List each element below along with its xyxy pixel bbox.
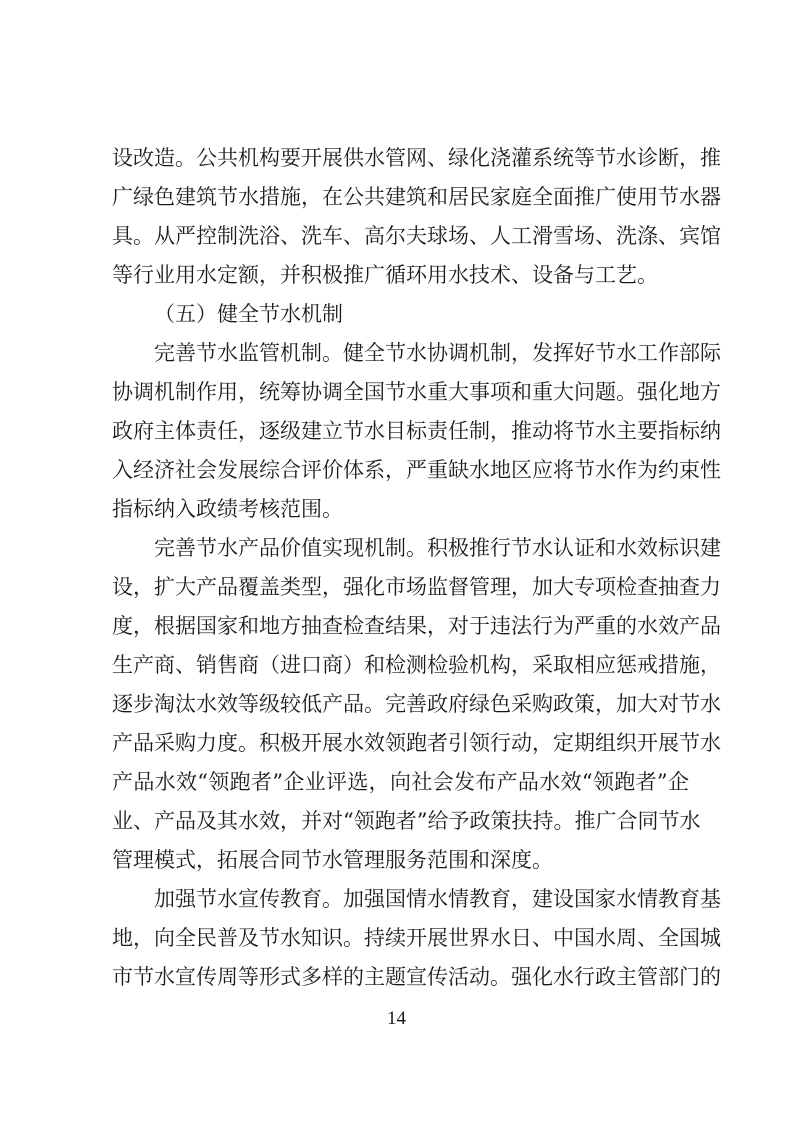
line-text: 广绿色建筑节水措施，在公共建筑和居民家庭全面推广使用节水器 xyxy=(112,185,721,209)
section-heading xyxy=(112,295,689,334)
text-line xyxy=(112,607,721,646)
paragraph-lead-in: 完善节水监管机制。 xyxy=(154,341,343,365)
text-line xyxy=(112,841,689,880)
line-text: 产品水效“领跑者”企业评选，向社会发布产品水效“领跑者”企 xyxy=(112,770,689,794)
text-line xyxy=(112,334,721,373)
text-line xyxy=(112,763,689,802)
line-text: 政府主体责任，逐级建立节水目标责任制，推动将节水主要指标纳 xyxy=(112,419,721,443)
line-text: 地，向全民普及节水知识。持续开展世界水日、中国水周、全国城 xyxy=(112,926,721,950)
line-text: 健全节水协调机制，发挥好节水工作部际 xyxy=(343,341,721,365)
line-text: 管理模式，拓展合同节水管理服务范围和深度。 xyxy=(112,848,553,872)
line-text: 指标纳入政绩考核范围。 xyxy=(112,497,343,521)
line-text: 生产商、销售商（进口商）和检测检验机构，采取相应惩戒措施， xyxy=(112,653,721,677)
line-text: 度，根据国家和地方抽查检查结果，对于违法行为严重的水效产品 xyxy=(112,614,721,638)
paragraph-lead-in: 完善节水产品价值实现机制。 xyxy=(154,536,427,560)
line-text: 设改造。公共机构要开展供水管网、绿化浇灌系统等节水诊断，推 xyxy=(112,146,721,170)
text-line xyxy=(112,178,721,217)
line-text: 积极推行节水认证和水效标识建 xyxy=(427,536,721,560)
line-text: 加强国情水情教育，建设国家水情教育基 xyxy=(343,887,721,911)
text-line xyxy=(112,217,721,256)
text-line xyxy=(112,373,721,412)
text-line xyxy=(112,919,721,958)
line-text: （五）健全节水机制 xyxy=(154,302,343,326)
text-line xyxy=(112,529,721,568)
text-line xyxy=(112,451,721,490)
text-line xyxy=(112,490,689,529)
line-text: 等行业用水定额，并积极推广循环用水技术、设备与工艺。 xyxy=(112,263,658,287)
line-text: 逐步淘汰水效等级较低产品。完善政府绿色采购政策，加大对节水 xyxy=(112,692,721,716)
line-text: 市节水宣传周等形式多样的主题宣传活动。强化水行政主管部门的 xyxy=(112,965,721,989)
text-line xyxy=(112,802,701,841)
line-text: 业、产品及其水效，并对“领跑者”给予政策扶持。推广合同节水 xyxy=(112,809,701,833)
text-line xyxy=(112,412,721,451)
line-text: 产品采购力度。积极开展水效领跑者引领行动，定期组织开展节水 xyxy=(112,731,721,755)
paragraph-lead-in: 加强节水宣传教育。 xyxy=(154,887,343,911)
line-text: 入经济社会发展综合评价体系，严重缺水地区应将节水作为约束性 xyxy=(112,458,721,482)
text-line xyxy=(112,685,721,724)
text-line xyxy=(112,880,721,919)
text-line xyxy=(112,139,721,178)
document-body xyxy=(112,139,721,997)
line-text: 设，扩大产品覆盖类型，强化市场监督管理，加大专项检查抽查力 xyxy=(112,575,721,599)
text-line xyxy=(112,958,721,997)
page-number: 14 xyxy=(387,1008,406,1029)
text-line xyxy=(112,568,721,607)
text-line xyxy=(112,646,721,685)
text-line xyxy=(112,256,689,295)
line-text: 具。从严控制洗浴、洗车、高尔夫球场、人工滑雪场、洗涤、宾馆 xyxy=(112,224,721,248)
text-line xyxy=(112,724,721,763)
line-text: 协调机制作用，统筹协调全国节水重大事项和重大问题。强化地方 xyxy=(112,380,721,404)
